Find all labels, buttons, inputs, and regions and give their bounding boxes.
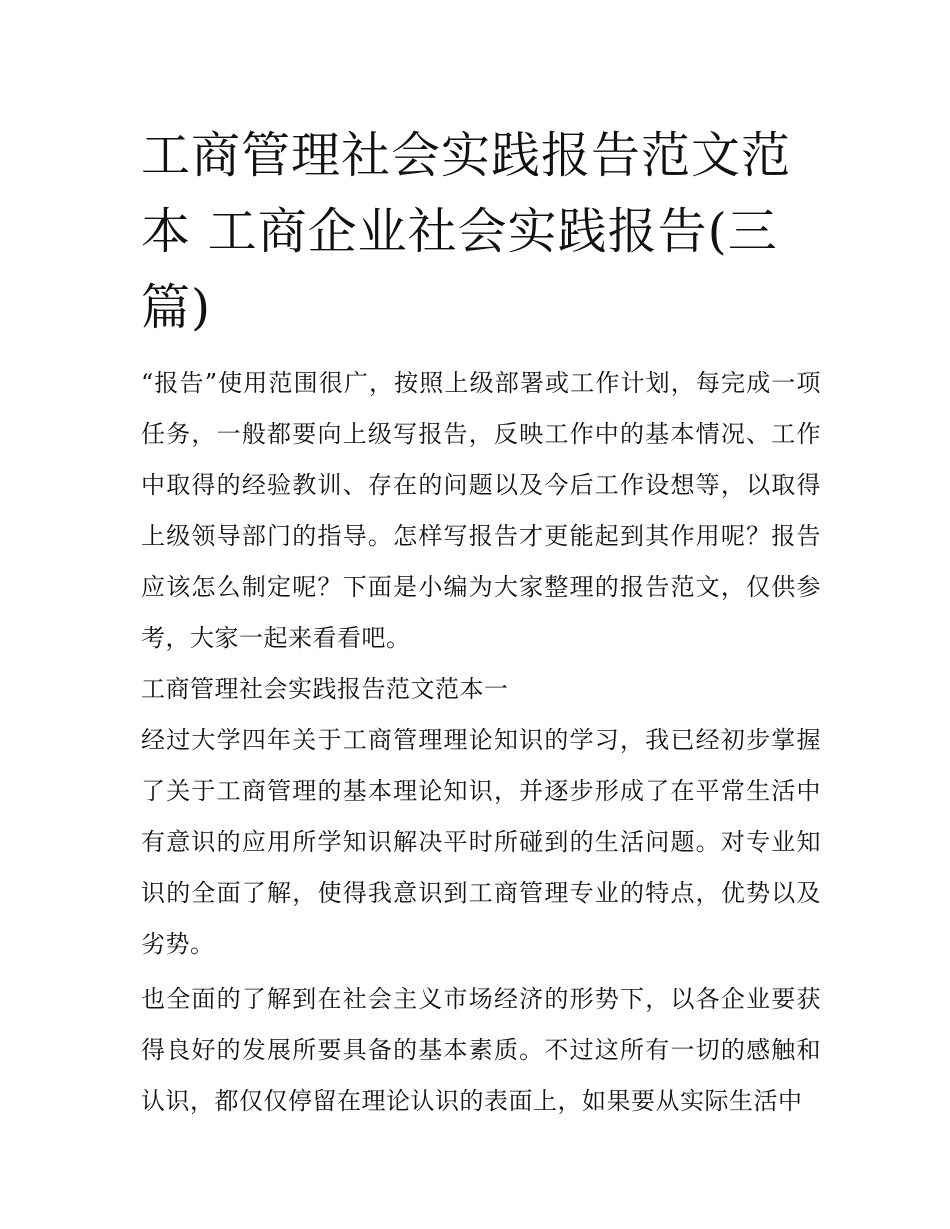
section-heading: 工商管理社会实践报告范文范本一 — [141, 675, 509, 703]
document-page — [141, 118, 821, 1127]
body-paragraph: 也全面的了解到在社会主义市场经济的形势下，以各企业要获得良好的发展所要具备的基本素质。不过这所有一切的感触和认识，都仅仅停留在理论认识的表面上，如果要从实际生活中 — [141, 985, 821, 1115]
intro-paragraph: “报告”使用范围很广，按照上级部署或工作计划，每完成一项任务，一般都要向上级写报告，反映工作中的基本情况、工作中取得的经验教训、存在的问题以及今后工作设想等，以取得上级领导部门的指导。怎样写报告才更能起到其作用呢？报告应该怎么制定呢？下面是小编为大家整理的报告范文，仅供参考，大家一起来看看吧。 — [141, 369, 821, 652]
body-paragraph: 经过大学四年关于工商管理理论知识的学习，我已经初步掌握了关于工商管理的基本理论知识，并逐步形成了在平常生活中有意识的应用所学知识解决平时所碰到的生活问题。对专业知识的全面了解，使得我意识到工商管理专业的特点，优势以及劣势。 — [141, 726, 821, 958]
document-title: 工商管理社会实践报告范文范本 工商企业社会实践报告(三篇) — [141, 127, 792, 336]
